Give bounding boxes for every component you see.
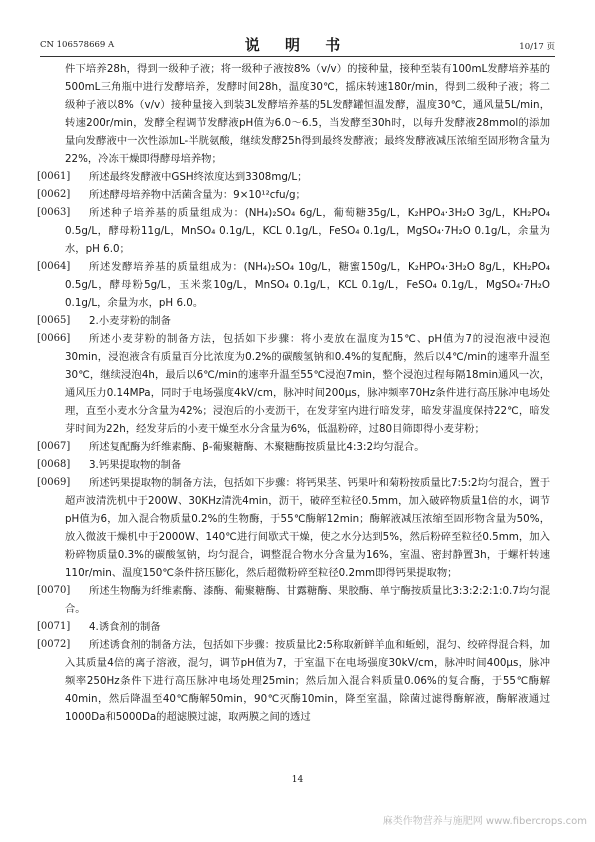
paragraph-0065: [37, 312, 550, 330]
paragraph-number: [0063]: [37, 207, 71, 218]
header-divider: [40, 56, 555, 57]
paragraph-number: [0071]: [37, 621, 71, 632]
paragraph-number: [0062]: [37, 189, 71, 200]
publication-number: CN 106578669 A: [40, 40, 115, 50]
page-header: [40, 38, 555, 52]
paragraph-number: [0072]: [37, 639, 71, 650]
document-body: [37, 60, 550, 726]
paragraph-text: 所述种子培养基的质量组成为：(NH₄)₂SO₄ 6g/L，葡萄糖35g/L，K₂HPO₄·3H₂O 3g/L，KH₂PO₄ 0.5g/L，酵母粉11g/L，MnSO₄ 0.1g/L，KCL 0.1g/L，FeSO₄ 0.1g/L，MgSO₄·7H₂O 0.1g/L，余量为水，pH 6.0；: [65, 207, 550, 255]
document-title: 说 明 书: [244, 36, 351, 54]
paragraph-0071: [37, 618, 550, 636]
paragraph-number: [0061]: [37, 171, 71, 182]
paragraph-0068: [37, 456, 550, 474]
paragraph-number: [0065]: [37, 315, 71, 326]
paragraph-0063: [37, 204, 550, 258]
section-heading: 3.钙果提取物的制备: [89, 459, 182, 471]
paragraph-text: 所述小麦芽粉的制备方法，包括如下步骤：将小麦放在温度为15℃、pH值为7的浸泡液中浸泡30min，浸泡液含有质量百分比浓度为0.2%的碳酸氢钠和0.4%的复配酶，然后以4℃/min的速率升温至30℃，继续浸泡4h，最后以6℃/min的速率升温至55℃浸泡7min，整个浸泡过程每隔18min通风一次，通风压力0.14MPa，同时于电场强度4kV/cm，脉冲时间200μs，脉冲频率70Hz条件进行高压脉冲电场处理，直至小麦水分含量为42%；浸泡后的小麦沥干，在发芽室内进行暗发芽，暗发芽温度保持22℃，暗发芽时间为22h，经发芽后的小麦干燥至水分含量为6%，低温粉碎，过80目筛即得小麦芽粉；: [65, 333, 550, 435]
paragraph-0070: [37, 582, 550, 618]
paragraph-0067: [37, 438, 550, 456]
paragraph-number: [0068]: [37, 459, 71, 470]
paragraph-0064: [37, 258, 550, 312]
paragraph-text: 所述钙果提取物的制备方法，包括如下步骤：将钙果茎、钙果叶和菊粉按质量比7:5:2均匀混合，置于超声波清洗机中于200W、30KHz清洗4min，沥干，破碎至粒径0.5mm，加入破碎物质量1倍的水，调节pH值为6，加入混合物质量0.2%的生物酶，于55℃酶解12min；酶解液减压浓缩至固形物含量为50%，放入微波干燥机中于2000W、140℃进行间歇式干燥，使之水分达到5%，然后粉碎至粒径0.5mm，加入粉碎物质量0.3%的碳酸氢钠，均匀混合，调整混合物水分含量为16%，室温、密封静置3h，于螺杆转速110r/min、温度150℃条件挤压膨化，然后超微粉碎至粒径0.2mm即得钙果提取物；: [65, 477, 550, 579]
paragraph-text: 所述复配酶为纤维素酶、β-葡聚糖酶、木聚糖酶按质量比4:3:2均匀混合。: [89, 441, 425, 453]
paragraph-0061: [37, 168, 550, 186]
page-indicator: 10/17 页: [519, 42, 555, 52]
paragraph-text: 所述最终发酵液中GSH终浓度达到3308mg/L；: [89, 171, 308, 183]
paragraph-0072: [37, 636, 550, 726]
site-watermark: 麻类作物营养与施肥网 www.fibercrops.com: [382, 816, 587, 827]
paragraph-text: 所述酵母培养物中活菌含量为：9×10¹²cfu/g；: [89, 189, 306, 201]
paragraph-number: [0070]: [37, 585, 71, 596]
paragraph-number: [0069]: [37, 477, 71, 488]
intro-paragraph: 件下培养28h，得到一级种子液；将一级种子液按8%（v/v）的接种量，接种至装有100mL发酵培养基的500mL三角瓶中进行发酵培养，发酵时间28h，温度30℃，摇床转速180r/min，得到二级种子液；将二级种子液以8%（v/v）接种量接入到装3L发酵培养基的5L发酵罐恒温发酵，温度30℃，通风量5L/min，转速200r/min，发酵全程调节发酵液pH值为6.0～6.5，当发酵至30h时，以每升发酵液28mmol的添加量向发酵液中一次性添加L-半胱氨酸，继续发酵25h得到最终发酵液；最终发酵液减压浓缩至固形物含量为22%，冷冻干燥即得酵母培养物；: [65, 63, 550, 165]
paragraph-text: 所述生物酶为纤维素酶、漆酶、葡聚糖酶、甘露糖酶、果胶酶、单宁酶按质量比3:3:2:2:1:0.7均匀混合。: [65, 585, 550, 615]
page-number: 14: [291, 775, 304, 785]
section-heading: 4.诱食剂的制备: [89, 621, 161, 633]
paragraph-text: 所述诱食剂的制备方法，包括如下步骤：按质量比2:5称取新鲜羊血和蚯蚓，混匀、绞碎得混合料，加入其质量4倍的离子溶液，混匀，调节pH值为7，于室温下在电场强度30kV/cm，脉冲时间400μs，脉冲频率250Hz条件下进行高压脉冲电场处理25min；然后加入混合料质量0.06%的复合酶，于55℃酶解40min，然后降温至40℃酶解50min，90℃灭酶10min，降至室温，除菌过滤得酶解液，酶解液通过1000Da和5000Da的超滤膜过滤，取两膜之间的透过: [65, 639, 550, 723]
paragraph-0069: [37, 474, 550, 582]
paragraph-number: [0067]: [37, 441, 71, 452]
paragraph-0066: [37, 330, 550, 438]
paragraph-number: [0066]: [37, 333, 71, 344]
paragraph-0062: [37, 186, 550, 204]
paragraph-number: [0064]: [37, 261, 71, 272]
paragraph-text: 所述发酵培养基的质量组成为：(NH₄)₂SO₄ 10g/L，糖蜜150g/L，K₂HPO₄·3H₂O 8g/L，KH₂PO₄ 0.5g/L，酵母粉5g/L，玉米浆10g/L，MnSO₄ 0.1g/L，KCL 0.1g/L，FeSO₄ 0.1g/L，MgSO₄·7H₂O 0.1g/L，余量为水，pH 6.0。: [65, 261, 550, 309]
section-heading: 2.小麦芽粉的制备: [89, 315, 171, 327]
